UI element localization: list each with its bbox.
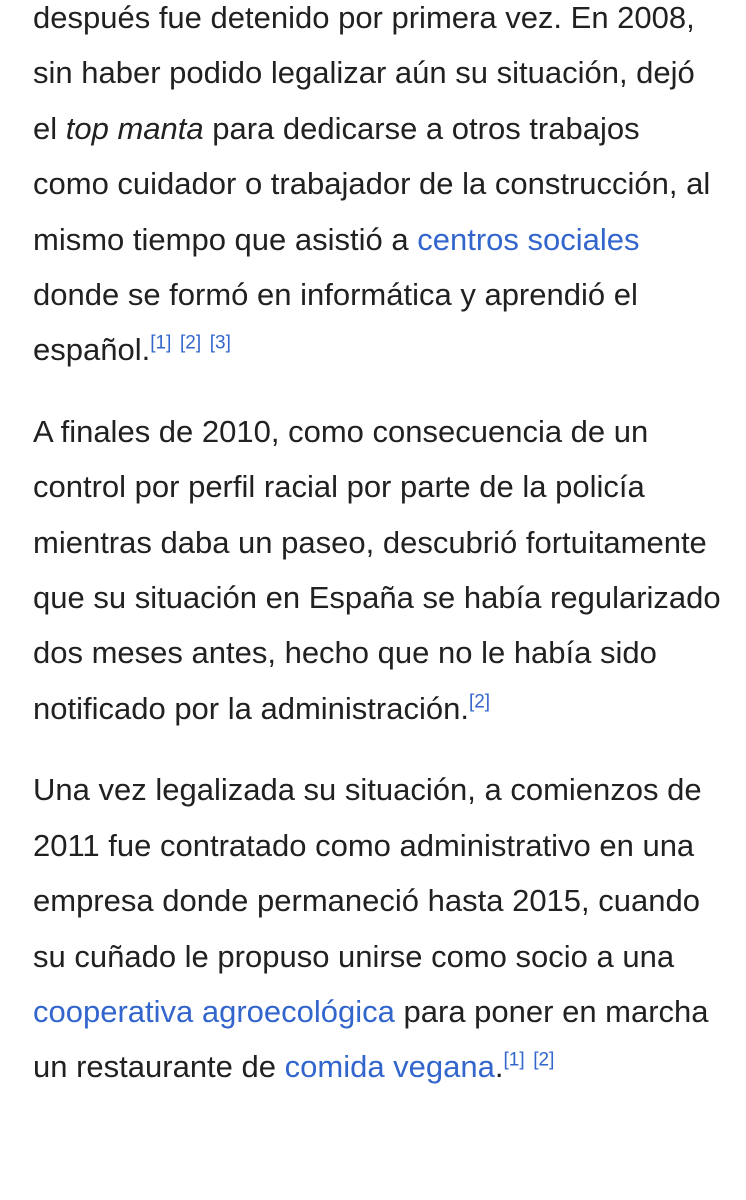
link-comida-vegana[interactable]: comida vegana: [284, 1049, 495, 1085]
text-segment: .: [494, 1049, 504, 1085]
reference-link-2[interactable]: [2]: [533, 1049, 555, 1071]
text-segment: A finales de 2010, como consecuencia de un control por perfil racial por parte de la policía mientras daba un paseo, descubrió fortuitamente que su situación en España se había regularizado dos meses antes, hecho que no le había sido notificado por la administración.: [33, 413, 721, 726]
paragraph-2: [33, 404, 723, 736]
link-cooperativa-agroecologica[interactable]: cooperativa agroecológica: [33, 993, 395, 1029]
italic-term-top-manta: top manta: [65, 110, 204, 146]
article-body: [33, 0, 723, 1095]
reference-link-3[interactable]: [3]: [209, 333, 231, 355]
text-segment: para poner en marcha un restaurante de: [33, 993, 709, 1085]
paragraph-1: [33, 0, 723, 378]
link-centros-sociales[interactable]: centros sociales: [417, 221, 640, 257]
text-segment: donde se formó en informática y aprendió el español.: [33, 277, 638, 368]
paragraph-3: [33, 762, 723, 1094]
text-segment: después fue detenido por primera vez. En 2008, sin haber podido legalizar aún su situación, dejó el: [33, 0, 695, 146]
reference-link-1[interactable]: [1]: [503, 1049, 525, 1071]
reference-link-2[interactable]: [2]: [468, 691, 491, 713]
reference-link-1[interactable]: [1]: [150, 333, 172, 355]
text-segment: Una vez legalizada su situación, a comienzos de 2011 fue contratado como administrativo en una empresa donde permaneció hasta 2015, cuando su cuñado le propuso unirse como socio a una: [33, 772, 702, 974]
text-segment: para dedicarse a otros trabajos como cuidador o trabajador de la construcción, al mismo tiempo que asistió a: [33, 110, 711, 257]
reference-link-2[interactable]: [2]: [179, 333, 202, 355]
